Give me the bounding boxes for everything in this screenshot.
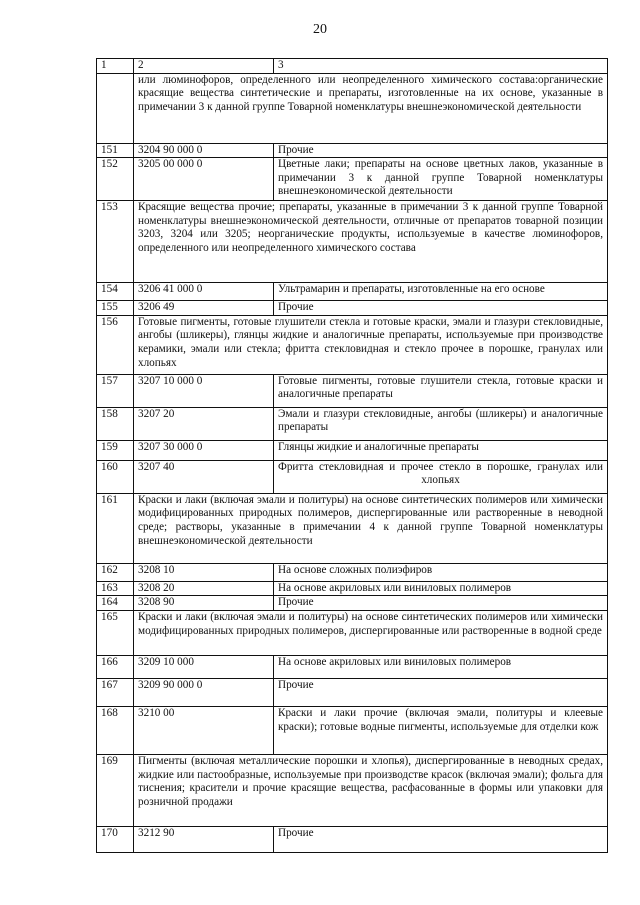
header-row xyxy=(97,59,608,74)
row-code: 3209 10 000 xyxy=(134,655,274,678)
row-number: 169 xyxy=(97,754,134,826)
table-row xyxy=(97,581,608,596)
row-code: 3208 20 xyxy=(134,581,274,596)
row-description: Готовые пигменты, готовые глушители стекла и готовые краски, эмали и глазури стекловидные, ангобы (шликеры), глянцы жидкие и аналогичные препараты, используемые при производстве керамики, эмали или стекла; фритта стекловидная и стекло прочее в порошке, гранулах или хлопьях xyxy=(134,315,608,374)
row-number: 153 xyxy=(97,201,134,283)
table-row xyxy=(97,460,608,493)
row-description: Ультрамарин и препараты, изготовленные на его основе xyxy=(274,283,608,301)
row-number: 155 xyxy=(97,301,134,316)
table-row xyxy=(97,563,608,581)
continuation-row xyxy=(97,73,608,143)
row-number: 163 xyxy=(97,581,134,596)
row-description: Краски и лаки (включая эмали и политуры) на основе синтетических полимеров или химически модифицированных природных полимеров, диспергированные или растворенные в водной среде xyxy=(134,610,608,655)
table-row xyxy=(97,201,608,283)
row-code: 3204 90 000 0 xyxy=(134,143,274,158)
row-code: 3207 20 xyxy=(134,407,274,440)
row-description: Красящие вещества прочие; препараты, указанные в примечании 3 к данной группе Товарной номенклатуры внешнеэкономической деятельности, отличные от препаратов товарной позиции 3203, 3204 или 3205; неорганические продукты, используемые в качестве люминофоров, определенного или неопределенного химического состава xyxy=(134,201,608,283)
row-number: 160 xyxy=(97,460,134,493)
row-description: Краски и лаки (включая эмали и политуры) на основе синтетических полимеров или химически модифицированных природных полимеров, диспергированные или растворенные в неводной среде; растворы, указанные в примечании 4 к данной группе Товарной номенклатуры внешнеэкономической деятельности xyxy=(134,493,608,563)
table-row xyxy=(97,826,608,852)
header-col-2: 2 xyxy=(134,59,274,74)
row-description: Прочие xyxy=(274,596,608,611)
table-row xyxy=(97,315,608,374)
row-number: 158 xyxy=(97,407,134,440)
row-description: Глянцы жидкие и аналогичные препараты xyxy=(274,440,608,460)
header-col-1: 1 xyxy=(97,59,134,74)
table-row xyxy=(97,706,608,754)
table-row xyxy=(97,610,608,655)
header-col-3: 3 xyxy=(274,59,608,74)
row-number: 156 xyxy=(97,315,134,374)
row-number: 167 xyxy=(97,678,134,706)
row-number: 165 xyxy=(97,610,134,655)
row-number: 152 xyxy=(97,158,134,201)
row-code: 3206 49 xyxy=(134,301,274,316)
table-row xyxy=(97,596,608,611)
table-row xyxy=(97,440,608,460)
row-number: 157 xyxy=(97,374,134,407)
row-description: На основе сложных полиэфиров xyxy=(274,563,608,581)
row-code: 3206 41 000 0 xyxy=(134,283,274,301)
row-code: 3209 90 000 0 xyxy=(134,678,274,706)
row-code: 3205 00 000 0 xyxy=(134,158,274,201)
tariff-table xyxy=(96,58,608,853)
table-row xyxy=(97,143,608,158)
row-description: На основе акриловых или виниловых полимеров xyxy=(274,581,608,596)
row-description: Пигменты (включая металлические порошки и хлопья), диспергированные в неводных средах, жидкие или пастообразные, используемые при производстве красок (включая эмали); фольга для тиснения; красители и прочие красящие вещества, расфасованные в формы или упаковки для розничной продажи xyxy=(134,754,608,826)
row-code: 3207 40 xyxy=(134,460,274,493)
row-description: Цветные лаки; препараты на основе цветных лаков, указанные в примечании 3 к данной группе Товарной номенклатуры внешнеэкономической деятельности xyxy=(274,158,608,201)
row-code: 3210 00 xyxy=(134,706,274,754)
row-code: 3208 90 xyxy=(134,596,274,611)
row-description: Прочие xyxy=(274,826,608,852)
table-row xyxy=(97,754,608,826)
row-description: Краски и лаки прочие (включая эмали, политуры и клеевые краски); готовые водные пигменты, используемые для отделки кож xyxy=(274,706,608,754)
table-row xyxy=(97,301,608,316)
row-number: 161 xyxy=(97,493,134,563)
continuation-text: или люминофоров, определенного или неопределенного химического состава:органические красящие вещества синтетические и препараты, изготовленные на их основе, указанные в примечании 3 к данной группе Товарной номенклатуры внешнеэкономической деятельности xyxy=(134,73,608,143)
row-description: На основе акриловых или виниловых полимеров xyxy=(274,655,608,678)
row-number: 162 xyxy=(97,563,134,581)
table-body xyxy=(97,59,608,853)
row-description: Фритта стекловидная и прочее стекло в порошке, гранулах или хлопьях xyxy=(274,460,608,493)
table-row xyxy=(97,374,608,407)
row-number: 154 xyxy=(97,283,134,301)
row-number: 170 xyxy=(97,826,134,852)
table-row xyxy=(97,283,608,301)
row-code: 3212 90 xyxy=(134,826,274,852)
row-description: Готовые пигменты, готовые глушители стекла, готовые краски и аналогичные препараты xyxy=(274,374,608,407)
row-description: Прочие xyxy=(274,301,608,316)
row-description: Эмали и глазури стекловидные, ангобы (шликеры) и аналогичные препараты xyxy=(274,407,608,440)
continuation-num xyxy=(97,73,134,143)
table-row xyxy=(97,678,608,706)
row-description: Прочие xyxy=(274,143,608,158)
row-number: 166 xyxy=(97,655,134,678)
row-code: 3207 30 000 0 xyxy=(134,440,274,460)
row-number: 168 xyxy=(97,706,134,754)
row-code: 3207 10 000 0 xyxy=(134,374,274,407)
row-code: 3208 10 xyxy=(134,563,274,581)
page-number: 20 xyxy=(313,22,327,37)
row-number: 164 xyxy=(97,596,134,611)
row-description: Прочие xyxy=(274,678,608,706)
row-number: 159 xyxy=(97,440,134,460)
table-row xyxy=(97,158,608,201)
table-row xyxy=(97,655,608,678)
row-number: 151 xyxy=(97,143,134,158)
table-row xyxy=(97,407,608,440)
table-row xyxy=(97,493,608,563)
